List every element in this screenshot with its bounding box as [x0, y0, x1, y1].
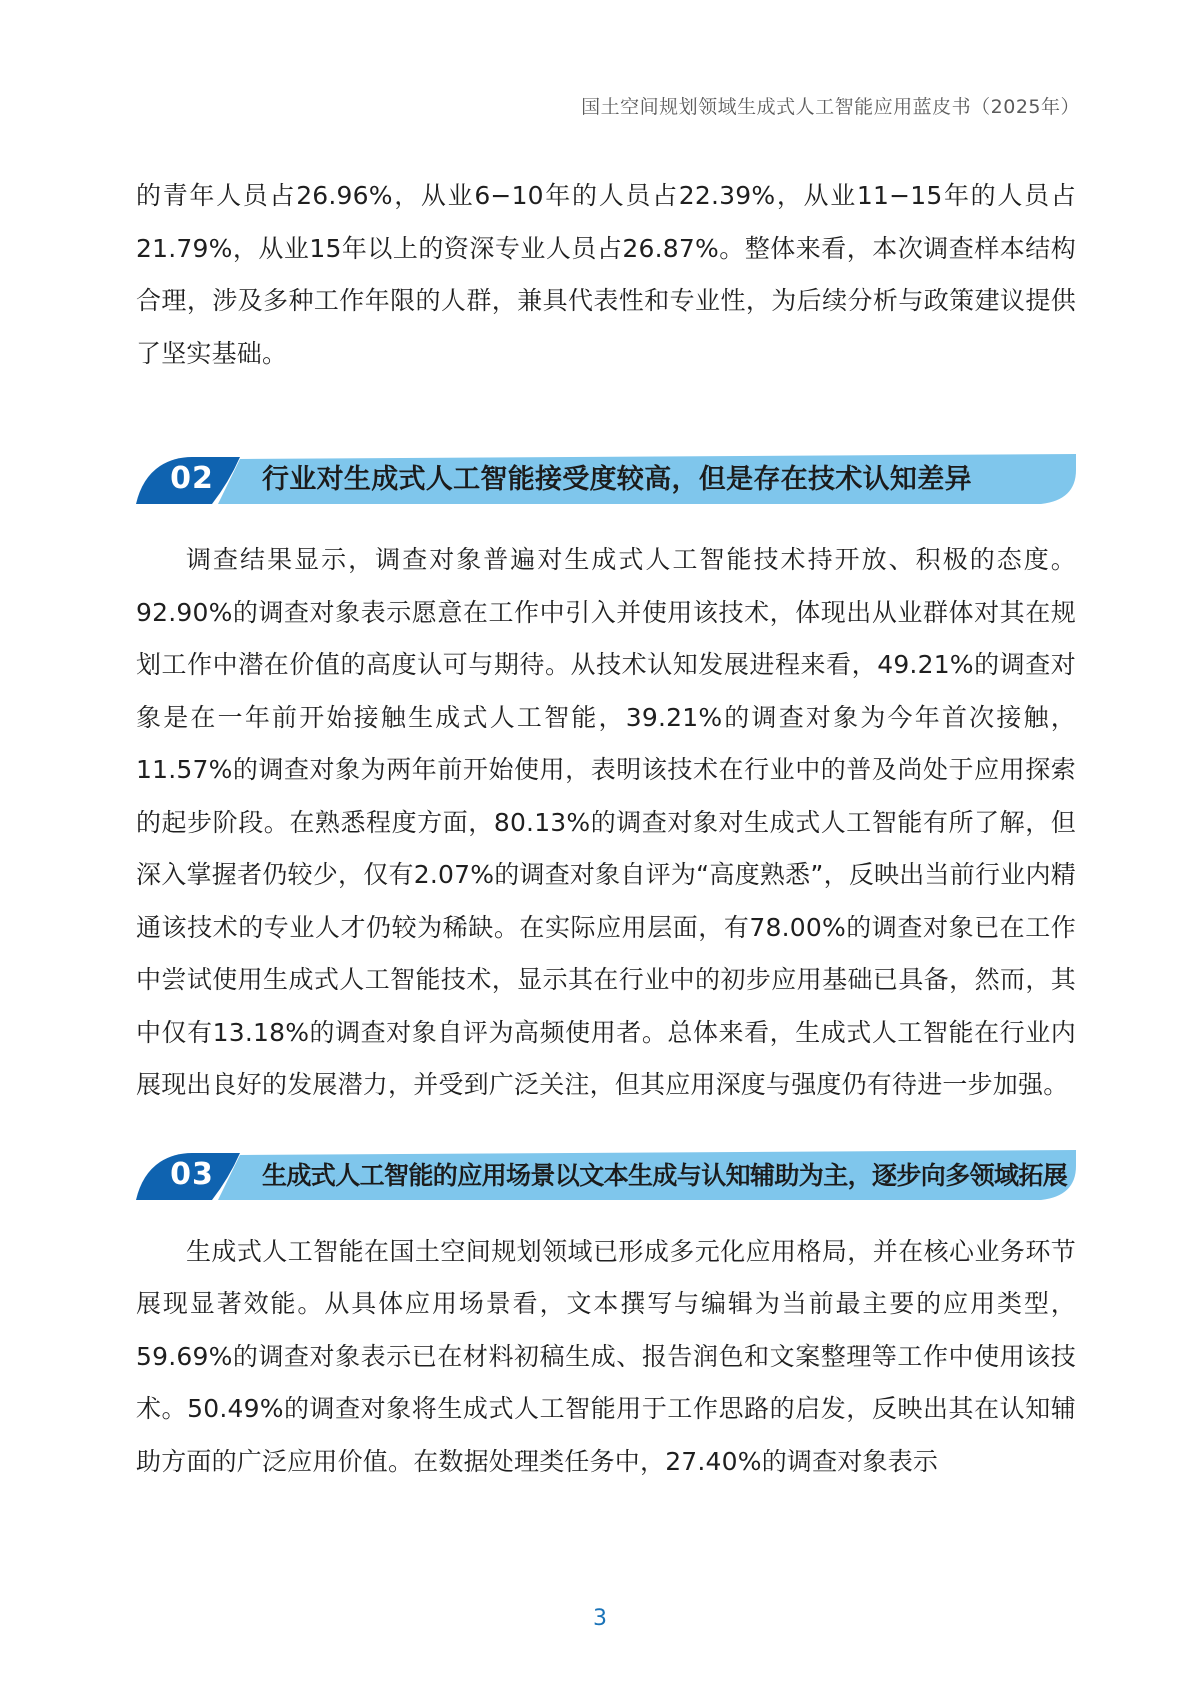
page-content [136, 170, 1076, 1488]
section-title-03: 生成式人工智能的应用场景以文本生成与认知辅助为主，逐步向多领域拓展 [262, 1160, 1068, 1190]
section-number-02: 02 [170, 461, 214, 496]
running-header-title: 国土空间规划领域生成式人工智能应用蓝皮书（2025年） [581, 96, 1080, 118]
section-banner-03 [136, 1148, 1076, 1202]
section-title-02: 行业对生成式人工智能接受度较高，但是存在技术认知差异 [262, 464, 972, 495]
page-number: 3 [593, 1606, 607, 1631]
intro-continued-paragraph: 的青年人员占26.96%，从业6−10年的人员占22.39%，从业11−15年的人员占21.79%，从业15年以上的资深专业人员占26.87%。整体来看，本次调查样本结构合理，涉及多种工作年限的人群，兼具代表性和专业性，为后续分析与政策建议提供了坚实基础。 [136, 181, 1076, 368]
section-02-paragraph: 调查结果显示，调查对象普遍对生成式人工智能技术持开放、积极的态度。92.90%的调查对象表示愿意在工作中引入并使用该技术，体现出从业群体对其在规划工作中潜在价值的高度认可与期待。从技术认知发展进程来看，49.21%的调查对象是在一年前开始接触生成式人工智能，39.21%的调查对象为今年首次接触，11.57%的调查对象为两年前开始使用，表明该技术在行业中的普及尚处于应用探索的起步阶段。在熟悉程度方面，80.13%的调查对象对生成式人工智能有所了解，但深入掌握者仍较少，仅有2.07%的调查对象自评为“高度熟悉”，反映出当前行业内精通该技术的专业人才仍较为稀缺。在实际应用层面，有78.00%的调查对象已在工作中尝试使用生成式人工智能技术，显示其在行业中的初步应用基础已具备，然而，其中仅有13.18%的调查对象自评为高频使用者。总体来看，生成式人工智能在行业内展现出良好的发展潜力，并受到广泛关注，但其应用深度与强度仍有待进一步加强。 [136, 545, 1076, 1099]
section-03-paragraph: 生成式人工智能在国土空间规划领域已形成多元化应用格局，并在核心业务环节展现显著效能。从具体应用场景看，文本撰写与编辑为当前最主要的应用类型，59.69%的调查对象表示已在材料初稿生成、报告润色和文案整理等工作中使用该技术。50.49%的调查对象将生成式人工智能用于工作思路的启发，反映出其在认知辅助方面的广泛应用价值。在数据处理类任务中，27.40%的调查对象表示 [136, 1236, 1076, 1476]
section-banner-02 [136, 452, 1076, 506]
section-number-03: 03 [170, 1156, 214, 1192]
